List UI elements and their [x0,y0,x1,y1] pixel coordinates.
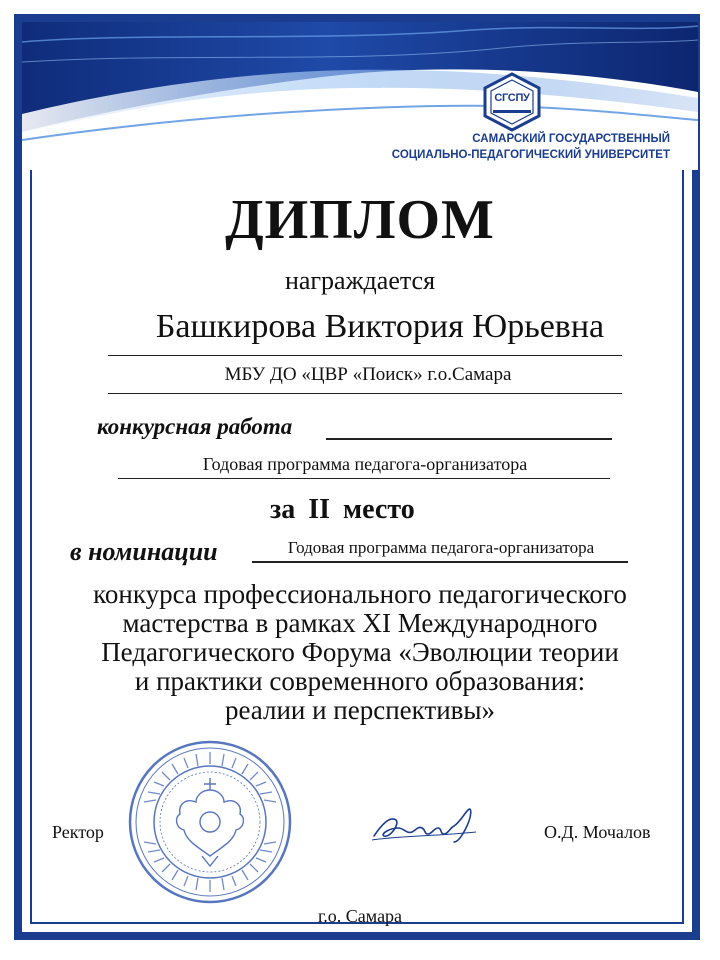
description-line: реалии и перспективы» [224,695,496,725]
university-logo [483,72,541,132]
diploma-title: ДИПЛОМ [225,189,495,251]
description-line: конкурса профессионального педагогического [93,579,627,609]
work-label: конкурсная работа [97,414,293,439]
recipient-underline [108,355,622,356]
description-line: Педагогического Форума «Эволюции теории [101,637,619,667]
organization: МБУ ДО «ЦВР «Поиск» г.о.Самара [224,364,512,385]
description-line: и практики современного образования: [134,666,586,696]
awarded-text: награждается [284,266,436,295]
description-line: мастерства в рамках XI Международного [122,608,598,638]
logo-text: СГСПУ [494,92,530,104]
work-title-underline [118,478,610,479]
city: г.о. Самара [317,906,403,926]
rector-label: Ректор [52,822,104,842]
work-title: Годовая программа педагога-организатора [202,454,528,474]
nomination-value: Годовая программа педагога-организатора [287,538,595,557]
organization-underline [108,393,622,394]
university-name-line1: САМАРСКИЙ ГОСУДАРСТВЕННЫЙ [472,133,670,145]
nomination-label: в номинации [70,537,218,566]
university-name-line2: СОЦИАЛЬНО-ПЕДАГОГИЧЕСКИЙ УНИВЕРСИТЕТ [391,149,670,161]
rector-name: О.Д. Мочалов [544,822,651,842]
competition-description [40,580,680,725]
official-seal [126,738,294,906]
nomination-underline [252,561,628,563]
recipient-name: Башкирова Виктория Юрьевна [155,308,605,345]
work-label-underline [326,438,612,440]
place-award: за II место [270,494,415,525]
university-name [352,131,670,163]
rector-signature [368,806,480,846]
